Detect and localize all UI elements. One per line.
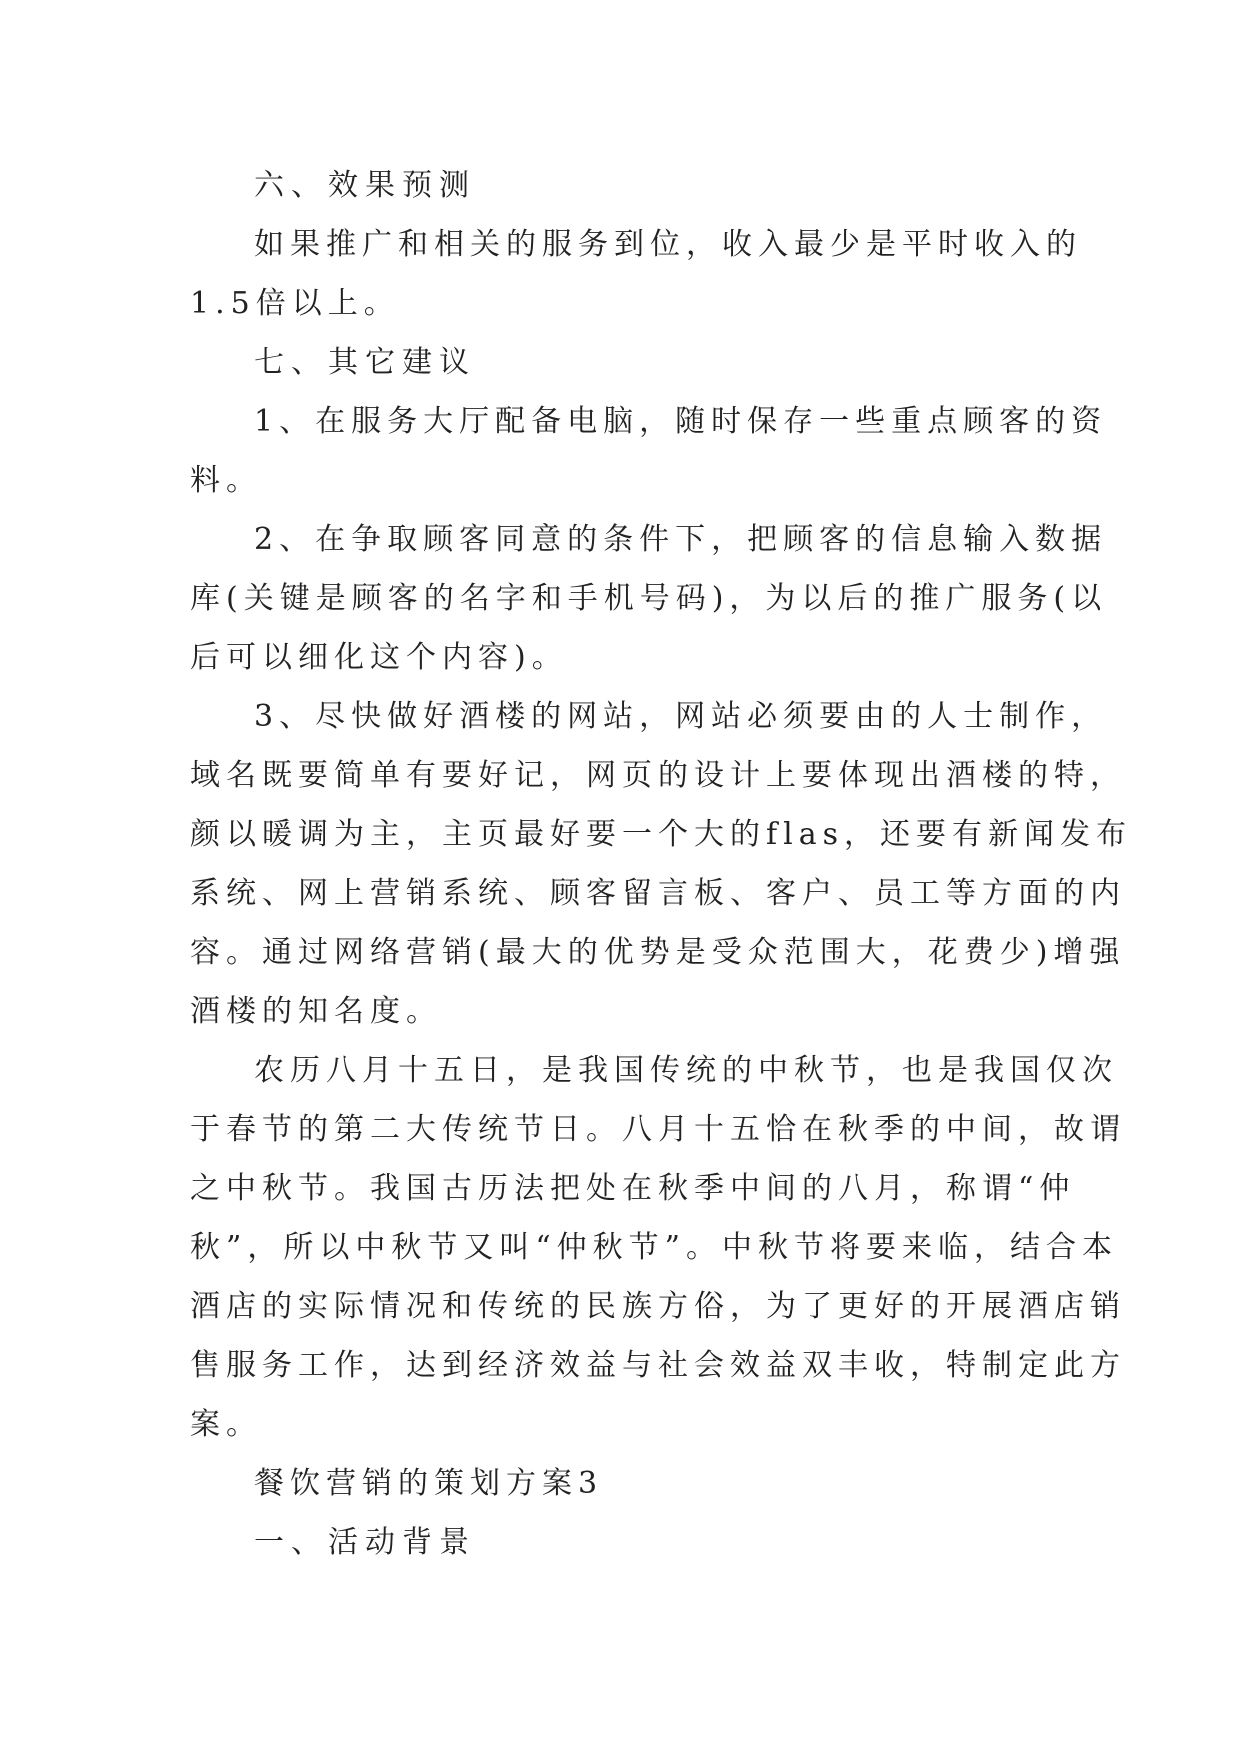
paragraph-line: 后可以细化这个内容)。 — [190, 640, 568, 675]
section-heading-activity-background: 一、活动背景 — [254, 1525, 476, 1560]
paragraph-line: 农历八月十五日，是我国传统的中秋节，也是我国仅次 — [254, 1053, 1118, 1088]
paragraph-line: 3、尽快做好酒楼的网站，网站必须要由的人士制作， — [254, 699, 1108, 734]
paragraph-line: 容。通过网络营销(最大的优势是受众范围大，花费少)增强 — [190, 935, 1126, 970]
paragraph-line: 颜以暖调为主，主页最好要一个大的flas，还要有新闻发布 — [190, 817, 1132, 852]
paragraph-line: 1.5倍以上。 — [190, 286, 400, 321]
paragraph-line: 之中秋节。我国古历法把处在秋季中间的八月，称谓“仲 — [190, 1171, 1076, 1206]
paragraph-line: 系统、网上营销系统、顾客留言板、客户、员工等方面的内 — [190, 876, 1126, 911]
section-heading-other-suggestions: 七、其它建议 — [254, 345, 476, 380]
paragraph-line: 域名既要简单有要好记，网页的设计上要体现出酒楼的特， — [190, 758, 1126, 793]
paragraph-line: 于春节的第二大传统节日。八月十五恰在秋季的中间，故谓 — [190, 1112, 1126, 1147]
paragraph-line: 案。 — [190, 1407, 262, 1442]
paragraph-line: 售服务工作，达到经济效益与社会效益双丰收，特制定此方 — [190, 1348, 1126, 1383]
plan-title: 餐饮营销的策划方案3 — [254, 1466, 604, 1501]
paragraph-line: 料。 — [190, 463, 262, 498]
section-heading-effect-forecast: 六、效果预测 — [254, 168, 476, 203]
paragraph-line: 酒楼的知名度。 — [190, 994, 442, 1029]
paragraph-line: 2、在争取顾客同意的条件下，把顾客的信息输入数据 — [254, 522, 1108, 557]
paragraph-line: 1、在服务大厅配备电脑，随时保存一些重点顾客的资 — [254, 404, 1108, 439]
paragraph-line: 库(关键是顾客的名字和手机号码)，为以后的推广服务(以 — [190, 581, 1108, 616]
paragraph-line: 如果推广和相关的服务到位，收入最少是平时收入的 — [254, 227, 1082, 262]
paragraph-line: 酒店的实际情况和传统的民族方俗，为了更好的开展酒店销 — [190, 1289, 1126, 1324]
paragraph-line: 秋”，所以中秋节又叫“仲秋节”。中秋节将要来临，结合本 — [190, 1230, 1119, 1265]
